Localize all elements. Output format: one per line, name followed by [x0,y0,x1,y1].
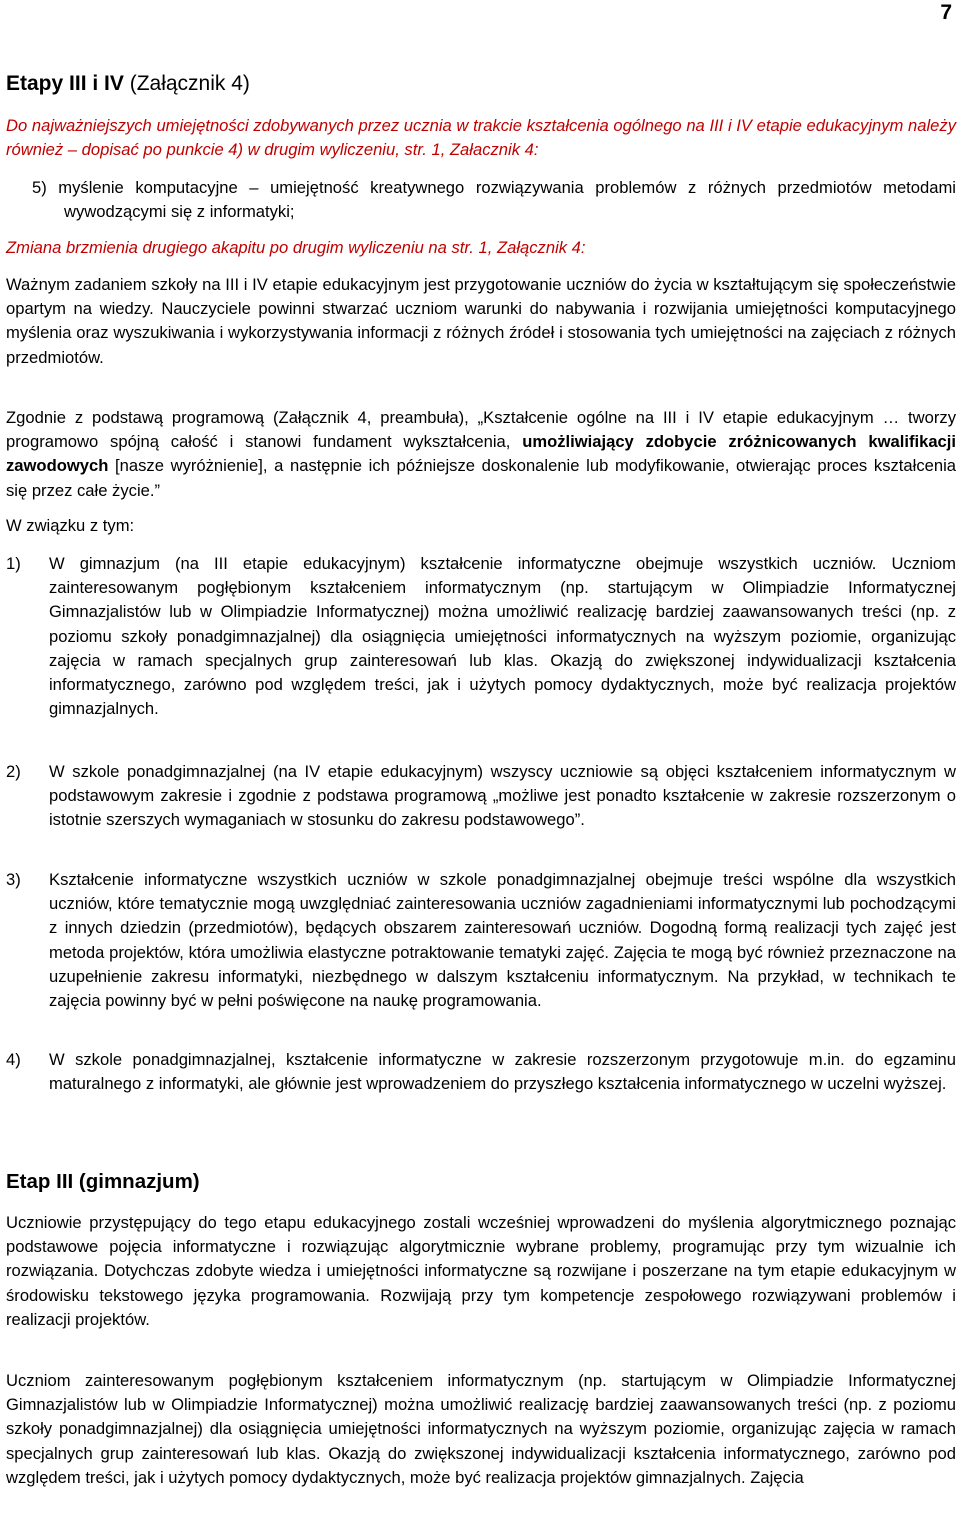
paragraph-2-part-b: [nasze wyróżnienie], a następnie ich późniejsze doskonalenie lub modyfikowanie, otwierając proces kształcenia się przez całe życie.” [6,456,956,500]
paragraph-2-part-a: Zgodnie z podstawą programową (Załącznik 4, preambuła), „Kształcenie ogólne na III i IV etapie edukacyjnym … tworzy programowo spójną całość i stanowi fundament wykształcenia, [6,408,956,452]
paragraph-2 [6,406,956,503]
paragraph-2-bold: umożliwiający zdobycie zróżnicowanych kwalifikacji zawodowych [6,432,956,476]
section-2-title: Etap III (gimnazjum) [6,1170,200,1193]
list-item-text: Kształcenie informatyczne wszystkich uczniów w szkole ponadgimnazjalnej obejmuje treści wspólne dla wszystkich uczniów, które tematycznie mogą uwzględniać zainteresowania uczniów zagadnieniami informatycznymi lub pochodzącymi z innych dziedzin (przedmiotów), będących obszarem zainteresowań uczniów. Dogodną formą realizacji tych zajęć jest metoda projektów, która umożliwia elastyczne potraktowanie tematyki zajęć. Zajęcia te mogą być również przeznaczone na uzupełnienie zakresu informatyki, niezbędnego w dalszym kształceniu informatycznym. Na przykład, w technikach te zajęcia powinny być w pełni poświęcone na naukę programowania. [49,870,956,1011]
section-title-annex: (Załącznik 4) [123,72,250,95]
list-item [6,1048,956,1096]
list-item [6,552,956,721]
change-note: Zmiana brzmienia drugiego akapitu po drugim wyliczeniu na str. 1, Załącznik 4: [6,238,586,257]
list-item [6,760,956,833]
point-5: 5) myślenie komputacyjne – umiejętność kreatywnego rozwiązywania problemów z różnych przedmiotów metodami wywodzącymi się z informatyki; [32,178,956,222]
section-2-paragraph-2: Uczniom zainteresowanym pogłębionym kształceniem informatycznym (np. startującym w Olimpiadzie Informatycznej Gimnazjalistów lub w Olimpiadzie Informatycznej) można umożliwić realizację bardziej zaawansowanych treści (np. z poziomu szkoły ponadgimnazjalnej) dla osiągnięcia umiejętności informatycznych na wyższym poziomie, organizując zajęcia w ramach specjalnych grup zainteresowań lub klas. Okazją do zwiększonej indywidualizacji kształcenia informatycznego, zarówno pod względem treści, jak i użytych pomocy dydaktycznych, może być realizacja projektów gimnazjalnych. Zajęcia [6,1371,956,1487]
intro-note: Do najważniejszych umiejętności zdobywanych przez ucznia w trakcie kształcenia ogólnego na III i IV etapie edukacyjnym należy również – dopisać po punkcie 4) w drugim wyliczeniu, str. 1, Załacznik 4: [6,116,956,160]
paragraph-1: Ważnym zadaniem szkoły na III i IV etapie edukacyjnym jest przygotowanie uczniów do życia w kształtującym się społeczeństwie opartym na wiedzy. Nauczyciele powinni stwarzać uczniom warunki do nabywania i rozwijania umiejętności komputacyjnego myślenia oraz wyszukiwania i wykorzystywania informacji z różnych źródeł i stosowania tych umiejętności na zajęciach z różnych przedmiotów. [6,275,956,367]
section-2-paragraph-1: Uczniowie przystępujący do tego etapu edukacyjnego zostali wcześniej wprowadzeni do myślenia algorytmicznego poznając podstawowe pojęcia informatyczne i rozwiązując algorytmicznie wybrane problemy, programując przy tym wizualnie ich rozwiązania. Dotychczas zdobyte wiedza i umiejętności informatyczne są rozwijane i poszerzane na tym etapie edukacyjnym w środowisku tekstowego języka programowania. Rozwijają przy tym kompetencje zespołowego rozwiązywani problemów i realizacji projektów. [6,1213,956,1329]
list-item-text: W szkole ponadgimnazjalnej, kształcenie informatyczne w zakresie rozszerzonym przygotowuje m.in. do egzaminu maturalnego z informatyki, ale głównie jest wprowadzeniem do przyszłego kształcenia informatycznego w uczelni wyższej. [49,1050,956,1094]
section-title [6,72,250,96]
section-title-main: Etapy III i IV [6,72,124,95]
list-item-number: 1) [6,554,21,573]
list-item-number: 2) [6,762,21,781]
list-item-text: W szkole ponadgimnazjalnej (na IV etapie edukacyjnym) wszyscy uczniowie są objęci kształceniem informatycznym w podstawowym zakresie i zgodnie z podstawa programową „możliwe jest ponadto kształcenie w zakresie rozszerzonym o istotnie szerszych wymaganiach w stosunku do zakresu podstawowego”. [49,762,956,830]
list-item [6,868,956,1013]
list-item-text: W gimnazjum (na III etapie edukacyjnym) kształcenie informatyczne obejmuje wszystkich uczniów. Uczniom zainteresowanym pogłębionym kształceniem informatycznym (np. startującym w Olimpiadzie Informatycznej Gimnazjalistów lub w Olimpiadzie Informatycznej) można umożliwić realizację bardziej zaawansowanych treści (np. z poziomu szkoły ponadgimnazjalnej) dla osiągnięcia umiejętności informatycznych na wyższym poziomie, organizując zajęcia w ramach specjalnych grup zainteresowań lub klas. Okazją do zwiększonej indywidualizacji kształcenia informatycznego, zarówno pod względem treści, jak i użytych pomocy dydaktycznych, może być realizacja projektów gimnazjalnych. [49,554,956,719]
page-number: 7 [940,1,952,24]
list-item-number: 3) [6,870,21,889]
paragraph-3: W związku z tym: [6,516,135,535]
list-item-number: 4) [6,1050,21,1069]
